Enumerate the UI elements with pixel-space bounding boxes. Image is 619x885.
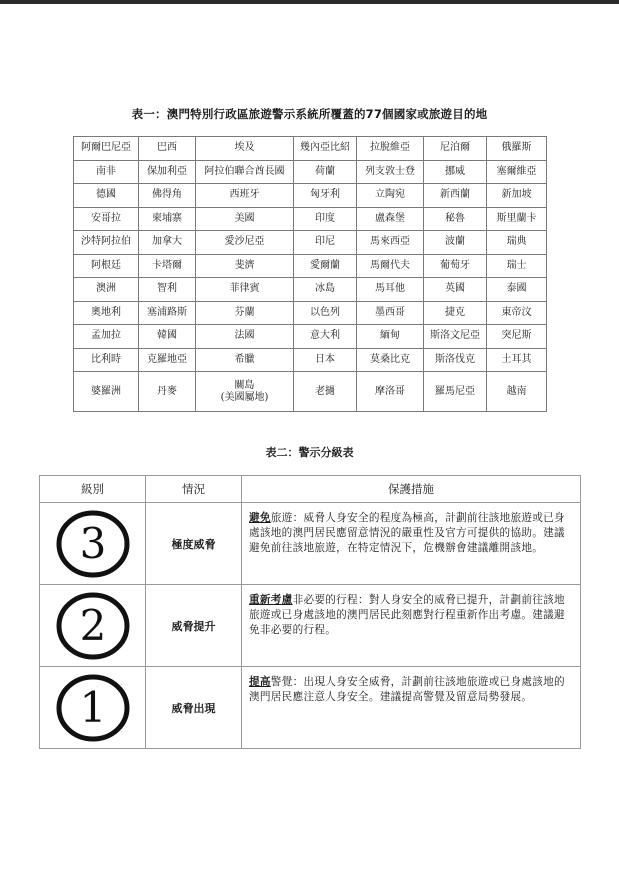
country-cell [357, 184, 424, 208]
country-row [74, 207, 547, 231]
country-cell [424, 184, 487, 208]
countries-table [73, 136, 547, 412]
country-row [74, 184, 547, 208]
country-name: 柬埔寨 [152, 212, 182, 224]
country-name: 緬甸 [380, 330, 400, 342]
country-name: 新加坡 [501, 189, 532, 201]
country-name: 菲律賓 [229, 283, 260, 295]
country-row [74, 278, 547, 302]
country-cell [196, 348, 294, 372]
country-name: 摩洛哥 [375, 385, 405, 397]
header-measures: 保護措施 [242, 476, 581, 503]
level-3-icon [54, 508, 132, 580]
country-name: 幾內亞比紹 [300, 142, 350, 154]
country-cell [196, 278, 294, 302]
country-cell [294, 207, 357, 231]
country-cell [357, 207, 424, 231]
level-row [40, 667, 581, 749]
country-name: 巴西 [157, 142, 177, 154]
country-cell [74, 137, 139, 161]
level-2-icon [54, 590, 132, 662]
country-cell [357, 348, 424, 372]
country-row [74, 137, 547, 161]
country-row [74, 301, 547, 325]
country-cell [196, 184, 294, 208]
country-cell [424, 160, 487, 184]
country-name: 法國 [234, 330, 255, 342]
level-3-keyword: 避免 [249, 512, 271, 524]
country-cell [294, 254, 357, 278]
country-cell [74, 372, 139, 412]
country-cell [357, 325, 424, 349]
country-cell [487, 325, 547, 349]
country-name: 韓國 [157, 330, 177, 342]
country-cell [487, 348, 547, 372]
country-cell [139, 372, 196, 412]
country-name: 拉脫維亞 [370, 142, 410, 154]
country-name: 斯洛文尼亞 [430, 330, 480, 342]
country-name: 阿拉伯聯合酋長國 [204, 165, 285, 177]
country-name: 越南 [506, 385, 527, 397]
country-name: 葡萄牙 [440, 259, 470, 271]
country-name: 列支敦士登 [365, 165, 415, 177]
level-1-description: 警覺：出現人身安全威脅，計劃前往該地旅遊或已身處該地的澳門居民應注意人身安全。建議提高警覺及留意局勢發展。 [249, 676, 565, 703]
country-name: 斐濟 [234, 259, 255, 271]
country-cell [424, 254, 487, 278]
country-row [74, 372, 547, 412]
country-name: 英國 [445, 283, 465, 295]
country-name: 盧森堡 [375, 212, 405, 224]
country-name: 沙特阿拉伯 [81, 236, 131, 248]
country-name: 安哥拉 [91, 212, 121, 224]
country-name: 以色列 [310, 306, 340, 318]
country-cell [294, 278, 357, 302]
country-name: 莫桑比克 [370, 353, 410, 365]
country-name: 智利 [157, 283, 177, 295]
country-name: 冰島 [315, 283, 335, 295]
country-cell [139, 348, 196, 372]
country-cell [196, 137, 294, 161]
country-cell [357, 372, 424, 412]
header-situation: 情況 [146, 476, 242, 503]
country-name: 尼泊爾 [440, 142, 470, 154]
country-cell [294, 137, 357, 161]
level-3-measures [242, 503, 581, 585]
country-name: 荷蘭 [315, 165, 335, 177]
country-name: 克羅地亞 [147, 353, 187, 365]
country-cell [196, 325, 294, 349]
level-row [40, 503, 581, 585]
country-name: 希臘 [234, 353, 255, 365]
country-name: 捷克 [445, 306, 465, 318]
country-name: 立陶宛 [375, 189, 405, 201]
country-name: 塞爾維亞 [496, 165, 537, 177]
level-1-badge [40, 667, 146, 749]
country-cell [424, 372, 487, 412]
country-name: 老撾 [315, 385, 335, 397]
country-cell [74, 231, 139, 255]
level-3-number: 3 [79, 518, 106, 568]
country-cell [74, 160, 139, 184]
country-name: 保加利亞 [147, 165, 187, 177]
level-1-situation: 威脅出現 [146, 667, 242, 749]
country-cell [424, 137, 487, 161]
country-cell [196, 160, 294, 184]
country-row [74, 325, 547, 349]
country-name: 墨西哥 [375, 306, 405, 318]
country-name: 馬來西亞 [370, 236, 410, 248]
country-name: 佛得角 [152, 189, 182, 201]
country-cell [196, 301, 294, 325]
country-name: 愛爾蘭 [310, 259, 340, 271]
country-cell [294, 325, 357, 349]
level-1-keyword: 提高 [249, 676, 271, 688]
warning-levels-table [39, 475, 581, 749]
country-name: 奧地利 [91, 306, 121, 318]
country-name: 卡塔爾 [152, 259, 182, 271]
country-cell [139, 325, 196, 349]
country-cell [357, 278, 424, 302]
country-name: 埃及 [234, 142, 255, 154]
country-name: 丹麥 [157, 385, 177, 397]
country-name: 印度 [315, 212, 335, 224]
country-name: 婆羅洲 [91, 385, 121, 397]
country-cell [139, 160, 196, 184]
country-name: 土耳其 [501, 353, 532, 365]
country-name: 羅馬尼亞 [435, 385, 475, 397]
country-cell [487, 301, 547, 325]
country-cell [487, 184, 547, 208]
country-cell [196, 231, 294, 255]
country-cell [424, 278, 487, 302]
country-name: 馬爾代夫 [370, 259, 410, 271]
level-2-measures [242, 585, 581, 667]
country-cell [74, 301, 139, 325]
country-cell [139, 231, 196, 255]
level-2-badge [40, 585, 146, 667]
country-name: 波蘭 [445, 236, 465, 248]
table1-title: 表一：澳門特別行政區旅遊警示系統所覆蓋的77個國家或旅遊目的地 [131, 107, 488, 121]
country-cell [487, 231, 547, 255]
country-cell [294, 160, 357, 184]
country-name: 印尼 [315, 236, 335, 248]
country-cell [487, 137, 547, 161]
country-name: 阿爾巴尼亞 [81, 142, 131, 154]
country-name: 秘魯 [445, 212, 465, 224]
country-name: 愛沙尼亞 [224, 236, 265, 248]
country-name: 匈牙利 [310, 189, 340, 201]
country-cell [294, 184, 357, 208]
country-name: 德國 [96, 189, 116, 201]
country-name: 美國 [234, 212, 255, 224]
top-border [0, 0, 619, 4]
level-2-number: 2 [79, 600, 106, 650]
country-cell [74, 278, 139, 302]
country-cell [357, 254, 424, 278]
country-cell [294, 348, 357, 372]
country-cell [357, 301, 424, 325]
country-cell [294, 301, 357, 325]
country-name: 斯洛伐克 [435, 353, 475, 365]
country-name: 泰國 [506, 283, 527, 295]
level-2-situation: 威脅提升 [146, 585, 242, 667]
country-name: 意大利 [310, 330, 340, 342]
country-name: 馬耳他 [375, 283, 405, 295]
country-name: 日本 [315, 353, 335, 365]
country-row [74, 348, 547, 372]
country-cell [424, 348, 487, 372]
country-cell [487, 278, 547, 302]
country-name: 芬蘭 [234, 306, 255, 318]
country-cell [196, 254, 294, 278]
country-cell [487, 160, 547, 184]
country-cell [487, 207, 547, 231]
header-level: 級別 [40, 476, 146, 503]
country-name: 澳洲 [96, 283, 116, 295]
country-name: 比利時 [91, 353, 121, 365]
country-cell [139, 184, 196, 208]
country-cell [139, 278, 196, 302]
country-cell [294, 231, 357, 255]
country-name: 俄羅斯 [501, 142, 532, 154]
country-cell [487, 254, 547, 278]
country-cell [139, 254, 196, 278]
country-cell [294, 372, 357, 412]
country-name: 東帝汶 [501, 306, 532, 318]
level-row [40, 585, 581, 667]
country-cell [74, 325, 139, 349]
country-cell [196, 372, 294, 412]
level-3-badge [40, 503, 146, 585]
level-2-description: 非必要的行程：對人身安全的威脅已提升，計劃前往該地旅遊或已身處該地的澳門居民此刻應對行程重新作出考慮。建議避免非必要的行程。 [249, 594, 565, 636]
level-1-measures [242, 667, 581, 749]
country-name: 斯里蘭卡 [496, 212, 537, 224]
country-cell [74, 184, 139, 208]
country-name: 西班牙 [229, 189, 260, 201]
country-name: 瑞典 [506, 236, 527, 248]
level-3-situation: 極度威脅 [146, 503, 242, 585]
country-cell [357, 160, 424, 184]
country-name: 孟加拉 [91, 330, 121, 342]
country-cell [357, 137, 424, 161]
country-cell [139, 301, 196, 325]
country-cell [139, 137, 196, 161]
country-cell [74, 348, 139, 372]
country-cell [74, 207, 139, 231]
country-cell [487, 372, 547, 412]
level-1-icon [54, 672, 132, 744]
country-name: 突尼斯 [501, 330, 532, 342]
country-row [74, 254, 547, 278]
country-cell [196, 207, 294, 231]
country-cell [357, 231, 424, 255]
country-name: 阿根廷 [91, 259, 121, 271]
country-name: 新西蘭 [440, 189, 470, 201]
territory-note: (美國屬地) [220, 391, 269, 403]
level-1-number: 1 [79, 682, 106, 732]
country-cell [424, 207, 487, 231]
country-row [74, 160, 547, 184]
country-name: 挪威 [445, 165, 465, 177]
country-name: 關島 [234, 379, 255, 391]
country-name: 塞浦路斯 [147, 306, 187, 318]
country-name: 南非 [96, 165, 116, 177]
country-cell [139, 207, 196, 231]
country-name: 瑞士 [506, 259, 527, 271]
country-cell [424, 231, 487, 255]
country-cell [424, 325, 487, 349]
country-row [74, 231, 547, 255]
table2-title: 表二：警示分級表 [265, 446, 354, 459]
level-3-description: 旅遊：威脅人身安全的程度為極高，計劃前往該地旅遊或已身處該地的澳門居民應留意情況的嚴重性及官方可提供的協助。建議避免前往該地旅遊，在特定情況下，危機辦會建議離開該地。 [249, 512, 565, 554]
country-name: 加拿大 [152, 236, 182, 248]
country-cell [424, 301, 487, 325]
country-cell [74, 254, 139, 278]
level-2-keyword: 重新考慮 [249, 594, 293, 606]
